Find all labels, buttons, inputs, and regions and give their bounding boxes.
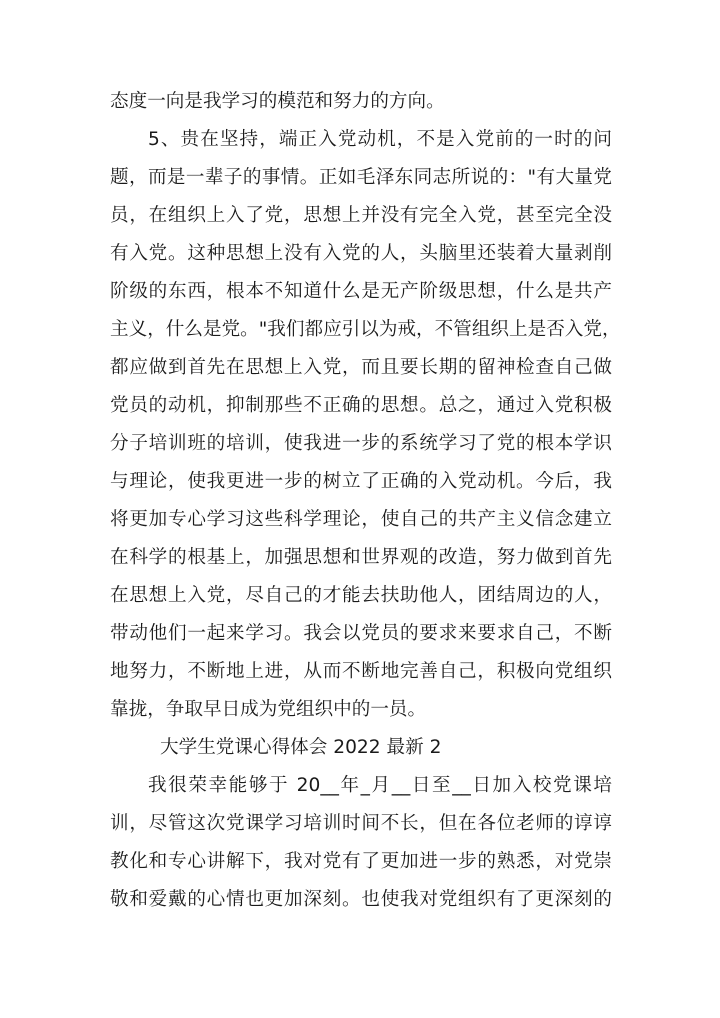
- text-line: 在思想上入党，尽自己的才能去扶助他人，团结周边的人，: [110, 585, 612, 606]
- text-line: 训，尽管这次党课学习培训时间不长，但在各位老师的谆谆: [110, 813, 612, 834]
- text-line: 阶级的东西，根本不知道什么是无产阶级思想，什么是共产: [110, 281, 612, 302]
- text-line: 教化和专心讲解下，我对党有了更加进一步的熟悉，对党崇: [110, 851, 612, 872]
- text-line: 地努力，不断地上进，从而不断地完善自己，积极向党组织: [110, 661, 612, 682]
- text-line: 有入党。这种思想上没有入党的人，头脑里还装着大量剥削: [110, 243, 612, 264]
- text-line: 在科学的根基上，加强思想和世界观的改造，努力做到首先: [110, 547, 612, 568]
- text-line: 员，在组织上入了党，思想上并没有完全入党，甚至完全没: [110, 205, 612, 226]
- text-line: 态度一向是我学习的模范和努力的方向。: [110, 91, 445, 112]
- text-line: 带动他们一起来学习。我会以党员的要求来要求自己，不断: [110, 623, 612, 644]
- text-line: 敬和爱戴的心情也更加深刻。也使我对党组织有了更深刻的: [110, 889, 612, 910]
- text-line: 主义，什么是党。"我们都应引以为戒，不管组织上是否入党，: [110, 319, 621, 340]
- text-line: 都应做到首先在思想上入党，而且要长期的留神检查自己做: [110, 357, 612, 378]
- text-line: 题，而是一辈子的事情。正如毛泽东同志所说的："有大量党: [110, 167, 612, 188]
- text-line: 与理论，使我更进一步的树立了正确的入党动机。今后，我: [110, 471, 612, 492]
- section-heading: 大学生党课心得体会 2022 最新 2: [160, 737, 442, 758]
- text-line: 5、贵在坚持，端正入党动机，不是入党前的一时的问: [148, 129, 612, 150]
- text-line: 靠拢，争取早日成为党组织中的一员。: [110, 699, 427, 720]
- text-line: 我很荣幸能够于 20__年_月__日至__日加入校党课培: [148, 775, 612, 796]
- text-line: 分子培训班的培训，使我进一步的系统学习了党的根本学识: [110, 433, 612, 454]
- text-line: 党员的动机，抑制那些不正确的思想。总之，通过入党积极: [110, 395, 612, 416]
- text-line: 将更加专心学习这些科学理论，使自己的共产主义信念建立: [110, 509, 612, 530]
